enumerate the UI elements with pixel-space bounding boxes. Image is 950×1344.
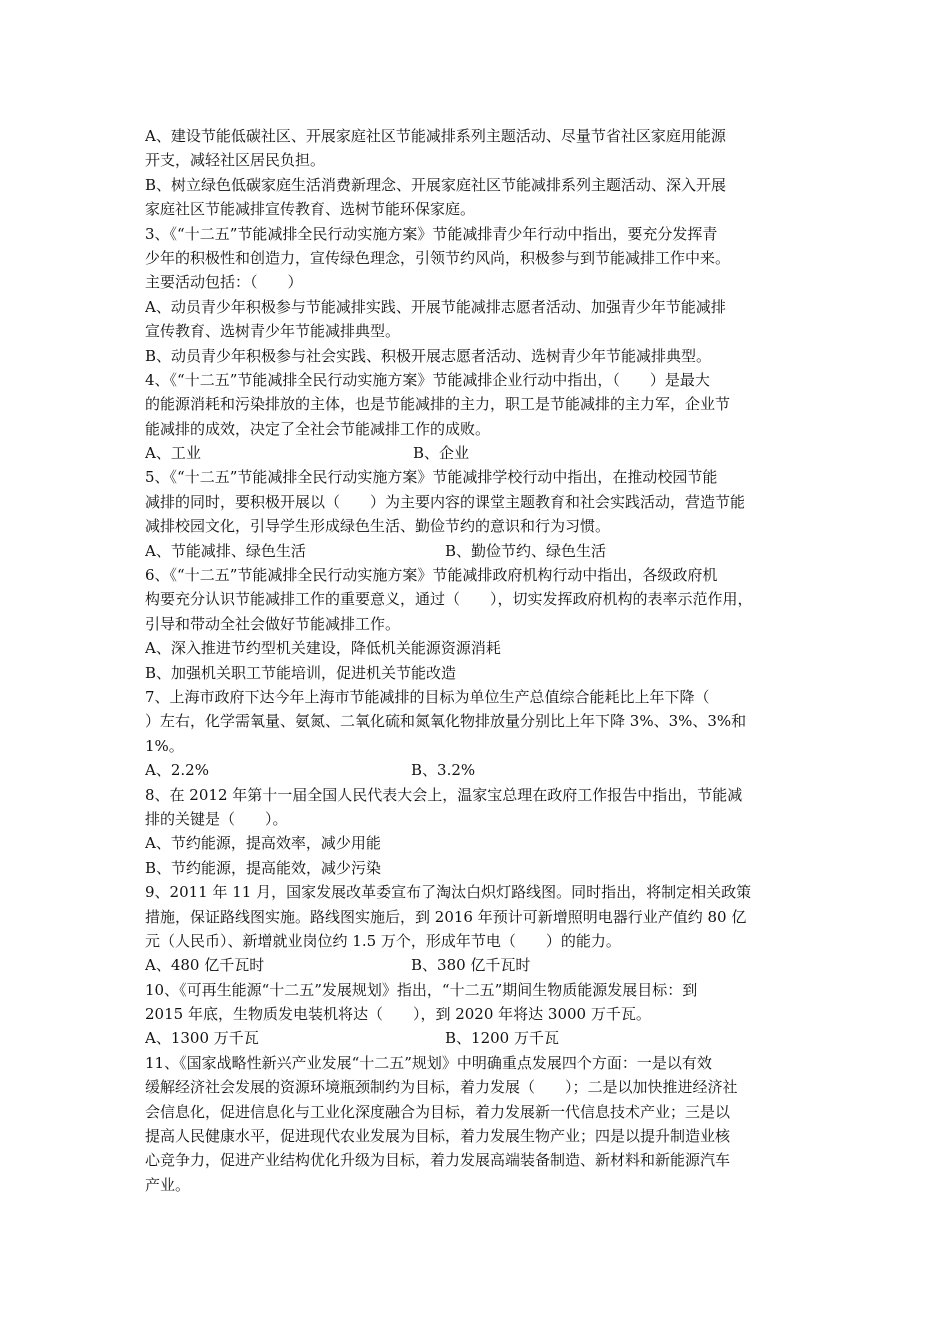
text-line: 产业。 — [145, 1175, 191, 1194]
option-b: B、380 亿千瓦时 — [411, 956, 531, 975]
option-b: B、企业 — [413, 444, 470, 463]
text-line: 减排的同时，要积极开展以（ ）为主要内容的课堂主题教育和社会实践活动，营造节能 — [145, 492, 746, 511]
text-line: B、节约能源，提高能效，减少污染 — [145, 858, 382, 877]
text-line: 构要充分认识节能减排工作的重要意义，通过（ ），切实发挥政府机构的表率示范作用， — [145, 590, 753, 609]
text-line: A、节约能源，提高效率，减少用能 — [145, 834, 381, 853]
text-line: 缓解经济社会发展的资源环境瓶颈制约为目标，着力发展（ ）；二是以加快推进经济社 — [145, 1078, 738, 1097]
text-line: 会信息化，促进信息化与工业化深度融合为目标，着力发展新一代信息技术产业；三是以 — [145, 1102, 731, 1121]
option-row — [145, 758, 814, 782]
text-line: 少年的积极性和创造力，宣传绿色理念，引领节约风尚，积极参与到节能减排工作中来。 — [145, 248, 731, 267]
document-body — [145, 124, 814, 1197]
text-line: 排的关键是（ ）。 — [145, 809, 288, 828]
text-line: 11、《国家战略性新兴产业发展“十二五”规划》中明确重点发展四个方面：一是以有效 — [145, 1053, 712, 1072]
text-line: 4、《“十二五”节能减排全民行动实施方案》节能减排企业行动中指出，（ ）是最大 — [145, 370, 710, 389]
option-row — [145, 441, 814, 465]
option-row — [145, 1026, 814, 1050]
option-b: B、勤俭节约、绿色生活 — [445, 541, 607, 560]
text-line: A、动员青少年积极参与节能减排实践、开展节能减排志愿者活动、加强青少年节能减排 — [145, 297, 726, 316]
text-line: 1%。 — [145, 736, 184, 755]
option-b: B、1200 万千瓦 — [445, 1029, 559, 1048]
text-line: 宣传教育、选树青少年节能减排典型。 — [145, 322, 401, 341]
text-line: 元（人民币）、新增就业岗位约 1.5 万个，形成年节电（ ）的能力。 — [145, 931, 621, 950]
option-a: A、480 亿千瓦时 — [145, 956, 265, 975]
option-row — [145, 953, 814, 977]
text-line: 9、2011 年 11 月，国家发展改革委宣布了淘汰白炽灯路线图。同时指出，将制定相关政策 — [145, 883, 752, 902]
text-line: 开支，减轻社区居民负担。 — [145, 151, 326, 170]
option-a: A、2.2% — [145, 761, 209, 780]
text-line: 7、上海市政府下达今年上海市节能减排的目标为单位生产总值综合能耗比上年下降（ — [145, 687, 710, 706]
text-line: A、深入推进节约型机关建设，降低机关能源资源消耗 — [145, 639, 501, 658]
text-line: B、加强机关职工节能培训，促进机关节能改造 — [145, 663, 457, 682]
text-line: 能减排的成效，决定了全社会节能减排工作的成败。 — [145, 419, 491, 438]
text-line: 2015 年底，生物质发电装机将达（ ），到 2020 年将达 3000 万千瓦。 — [145, 1005, 651, 1024]
text-line: 引导和带动全社会做好节能减排工作。 — [145, 614, 401, 633]
text-line: 减排校园文化，引导学生形成绿色生活、勤俭节约的意识和行为习惯。 — [145, 517, 611, 536]
text-line: 心竞争力，促进产业结构优化升级为目标，着力发展高端装备制造、新材料和新能源汽车 — [145, 1151, 731, 1170]
text-line: A、建设节能低碳社区、开展家庭社区节能减排系列主题活动、尽量节省社区家庭用能源 — [145, 127, 726, 145]
option-a: A、工业 — [145, 444, 201, 463]
option-a: A、1300 万千瓦 — [145, 1029, 259, 1048]
option-b: B、3.2% — [411, 761, 476, 780]
text-line: 的能源消耗和污染排放的主体，也是节能减排的主力，职工是节能减排的主力军，企业节 — [145, 395, 731, 414]
text-line: 措施，保证路线图实施。路线图实施后，到 2016 年预计可新增照明电器行业产值约 80 亿 — [145, 907, 747, 926]
text-line: 6、《“十二五”节能减排全民行动实施方案》节能减排政府机构行动中指出，各级政府机 — [145, 566, 718, 585]
text-line: B、树立绿色低碳家庭生活消费新理念、开展家庭社区节能减排系列主题活动、深入开展 — [145, 175, 727, 194]
text-line: 10、《可再生能源“十二五”发展规划》指出，“十二五”期间生物质能源发展目标：到 — [145, 980, 698, 999]
text-line: 家庭社区节能减排宣传教育、选树节能环保家庭。 — [145, 200, 476, 219]
option-a: A、节能减排、绿色生活 — [145, 541, 306, 560]
text-line: ）左右，化学需氧量、氨氮、二氧化硫和氮氧化物排放量分别比上年下降 3%、3%、3%和 — [145, 712, 747, 731]
option-row — [145, 539, 814, 563]
text-line: 提高人民健康水平，促进现代农业发展为目标，着力发展生物产业；四是以提升制造业核 — [145, 1127, 731, 1146]
text-line: B、动员青少年积极参与社会实践、积极开展志愿者活动、选树青少年节能减排典型。 — [145, 346, 712, 365]
text-line: 主要活动包括：（ ） — [145, 273, 303, 292]
text-line: 3、《“十二五”节能减排全民行动实施方案》节能减排青少年行动中指出，要充分发挥青 — [145, 224, 718, 243]
text-line: 8、在 2012 年第十一届全国人民代表大会上，温家宝总理在政府工作报告中指出，节能减 — [145, 785, 743, 804]
text-line: 5、《“十二五”节能减排全民行动实施方案》节能减排学校行动中指出，在推动校园节能 — [145, 468, 718, 487]
